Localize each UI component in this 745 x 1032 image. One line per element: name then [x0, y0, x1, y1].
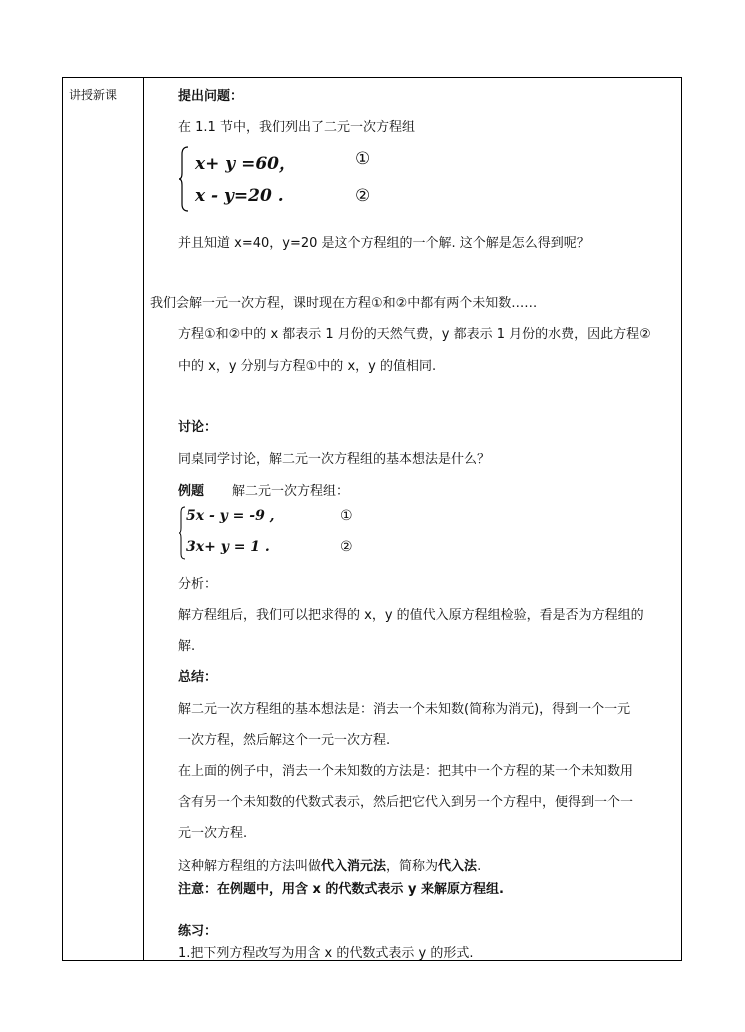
- term-substitution: 代入法: [438, 859, 478, 874]
- summary-heading: 总结：: [178, 670, 218, 685]
- system2-eq2-number: ②: [340, 539, 353, 555]
- term-substitution-elimination: 代入消元法: [321, 859, 387, 874]
- intro-line2: 并且知道 x=40，y=20 是这个方程组的一个解. 这个解是怎么得到呢？: [178, 236, 590, 251]
- analysis-line2: 解.: [178, 639, 196, 654]
- summary-line1: 解二元一次方程组的基本想法是：消去一个未知数(简称为消元)，得到一个一元: [178, 702, 631, 717]
- summary-line5: 元一次方程.: [178, 826, 248, 841]
- summary-line6: [178, 855, 481, 874]
- system1-eq1-number: ①: [355, 149, 371, 169]
- system1-eq1: x+ y =60，: [195, 154, 296, 174]
- example-label: 例题: [178, 484, 205, 499]
- intro-heading: 提出问题：: [178, 89, 244, 104]
- discussion-question: 同桌同学讨论，解二元一次方程组的基本想法是什么？: [178, 452, 491, 467]
- reasoning-line2: 方程①和②中的 x 都表示 1 月份的天然气费，y 都表示 1 月份的水费，因此方程②: [178, 327, 651, 342]
- analysis-label: 分析：: [178, 577, 218, 592]
- summary-note: 注意：在例题中，用含 x 的代数式表示 y 来解原方程组.: [178, 882, 504, 897]
- analysis-line1: 解方程组后，我们可以把求得的 x，y 的值代入原方程组检验，看是否为方程组的: [178, 608, 644, 623]
- intro-line1: 在 1.1 节中，我们列出了二元一次方程组: [178, 120, 415, 135]
- system1-eq2: x - y=20 .: [195, 186, 284, 206]
- lesson-table: [62, 77, 682, 961]
- section-label: 讲授新课: [69, 88, 118, 102]
- brace-icon: [178, 506, 186, 560]
- reasoning-line1: 我们会解一元一次方程，课时现在方程①和②中都有两个未知数……: [150, 296, 538, 311]
- system1-eq2-number: ②: [355, 186, 371, 206]
- system2-eq1-number: ①: [340, 508, 353, 524]
- column-divider: [143, 78, 144, 960]
- system2-eq2: 3x+ y = 1 .: [186, 539, 270, 555]
- summary-line6-end: .: [477, 859, 482, 874]
- summary-line4: 含有另一个未知数的代数式表示，然后把它代入到另一个方程中，便得到一个一: [178, 795, 634, 810]
- summary-line6-mid: ，简称为: [386, 859, 439, 874]
- example-text: 解二元一次方程组：: [232, 484, 350, 499]
- discussion-heading: 讨论：: [178, 420, 218, 435]
- summary-line6-pre: 这种解方程组的方法叫做: [178, 859, 322, 874]
- summary-line2: 一次方程，然后解这个一元一次方程.: [178, 733, 391, 748]
- practice-item1: 1.把下列方程改写为用含 x 的代数式表示 y 的形式.: [178, 946, 474, 961]
- system2-eq1: 5x - y = -9 ,: [186, 508, 275, 524]
- brace-icon: [178, 146, 190, 212]
- summary-line3: 在上面的例子中，消去一个未知数的方法是：把其中一个方程的某一个未知数用: [178, 764, 634, 779]
- practice-heading: 练习：: [178, 924, 218, 939]
- reasoning-line3: 中的 x，y 分别与方程①中的 x，y 的值相同.: [178, 359, 437, 374]
